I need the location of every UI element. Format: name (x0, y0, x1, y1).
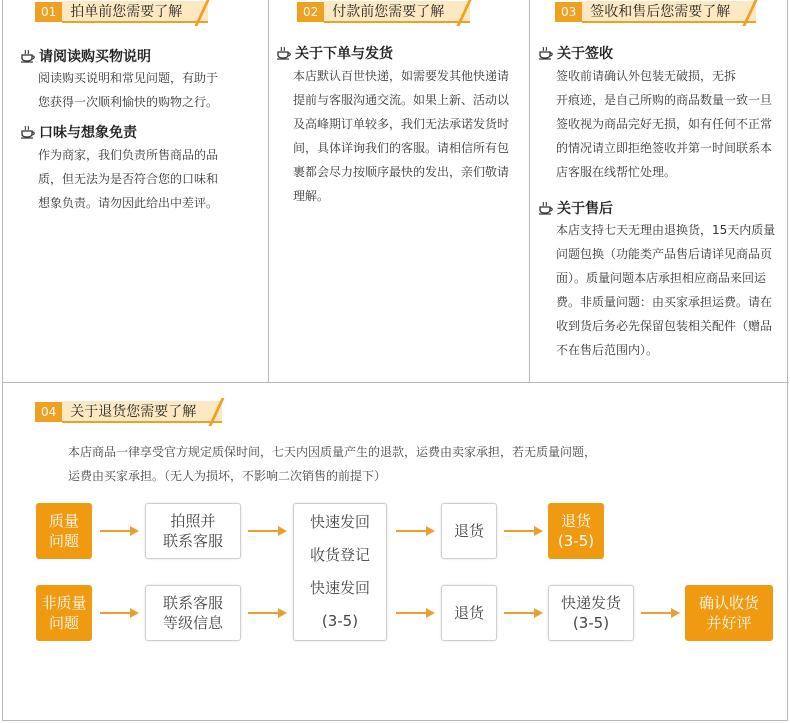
section-heading: 关于签收 (538, 43, 613, 63)
flow-return-end: 退货 (3-5) (548, 503, 604, 559)
tag-label: 拍单前您需要了解 (62, 1, 208, 23)
flow-ship-register: 快速发回 收货登记 快速发回 (3-5) (293, 503, 387, 641)
return-policy-text: 本店商品一律享受官方规定质保时间，七天内因质量产生的退款，运费由卖家承担，若无质量问题， 运费由买家承担。（无人为损坏，不影响二次销售的前提下） (68, 445, 597, 483)
flow-contact-register: 联系客服 等级信息 (145, 585, 241, 641)
arrow-right-icon (248, 607, 288, 619)
section-heading: 请阅读购买物说明 (20, 46, 151, 66)
section-tag-02 (297, 0, 470, 24)
arrow-right-icon (504, 525, 544, 537)
section-tag-01 (35, 0, 208, 24)
arrow-right-icon (100, 607, 140, 619)
flow-photo-contact: 拍照并 联系客服 (145, 503, 241, 559)
section-heading: 关于下单与发货 (276, 43, 393, 63)
flow-express-ship: 快递发货 (3-5) (548, 585, 634, 641)
section-tag-03 (555, 0, 756, 24)
arrow-right-icon (504, 607, 544, 619)
arrow-right-icon (641, 607, 681, 619)
section-heading: 关于售后 (538, 198, 613, 218)
section-body: 阅读购买说明和常见问题，有助于 您获得一次顺利愉快的购物之行。 (38, 71, 219, 109)
flow-return: 退货 (441, 585, 497, 641)
arrow-right-icon (100, 525, 140, 537)
section-tag-04 (35, 400, 222, 424)
tag-number: 01 (35, 2, 62, 22)
section-body: 作为商家，我们负责所售商品的品 质，但无法为是否符合您的口味和 想象负责。请勿因此给出中差评。 (38, 148, 219, 210)
coffee-cup-icon (20, 125, 36, 139)
column-divider (529, 0, 530, 382)
row-divider (3, 382, 789, 383)
section-body: 签收前请确认外包装无破损，无拆 开痕迹，是自己所购的商品数量一致一旦 签收视为商品完好无损，如有任何不正常 的情况请立即拒绝签收并第一时间联系本 店客服在线帮忙处理。 (556, 69, 773, 179)
section-heading: 口味与想象免责 (20, 122, 137, 142)
arrow-right-icon (248, 525, 288, 537)
tag-number: 04 (35, 402, 62, 422)
tag-number: 03 (555, 2, 582, 22)
coffee-cup-icon (538, 201, 554, 215)
flow-return: 退货 (441, 503, 497, 559)
coffee-cup-icon (276, 46, 292, 60)
tag-label: 付款前您需要了解 (324, 1, 470, 23)
section-body: 本店支持七天无理由退换货，15天内质量 问题包换（功能类产品售后请详见商品页 面）。质量问题本店承担相应商品来回运 费。非质量问题：由买家承担运费。请在 收到货后务必先保留包装相关配件（赠品 不在售后范围内）。 (556, 223, 776, 357)
arrow-right-icon (396, 525, 436, 537)
tag-number: 02 (297, 2, 324, 22)
arrow-right-icon (396, 607, 436, 619)
flow-confirm-review: 确认收货 并好评 (685, 585, 773, 641)
coffee-cup-icon (538, 46, 554, 60)
section-body: 本店默认百世快递，如需要发其他快递请 提前与客服沟通交流。如果上新、活动以 及高峰期订单较多，我们无法承诺发货时 间，具体详询我们的客服。请相信所有包 裹都会尽力按顺序最快的发出，亲们敬请 理解。 (293, 69, 510, 203)
column-divider (268, 0, 269, 382)
flow-quality-issue: 质量 问题 (36, 503, 92, 559)
flow-non-quality-issue: 非质量 问题 (36, 585, 92, 641)
tag-label: 签收和售后您需要了解 (582, 1, 756, 23)
coffee-cup-icon (20, 49, 36, 63)
tag-label: 关于退货您需要了解 (62, 401, 222, 423)
